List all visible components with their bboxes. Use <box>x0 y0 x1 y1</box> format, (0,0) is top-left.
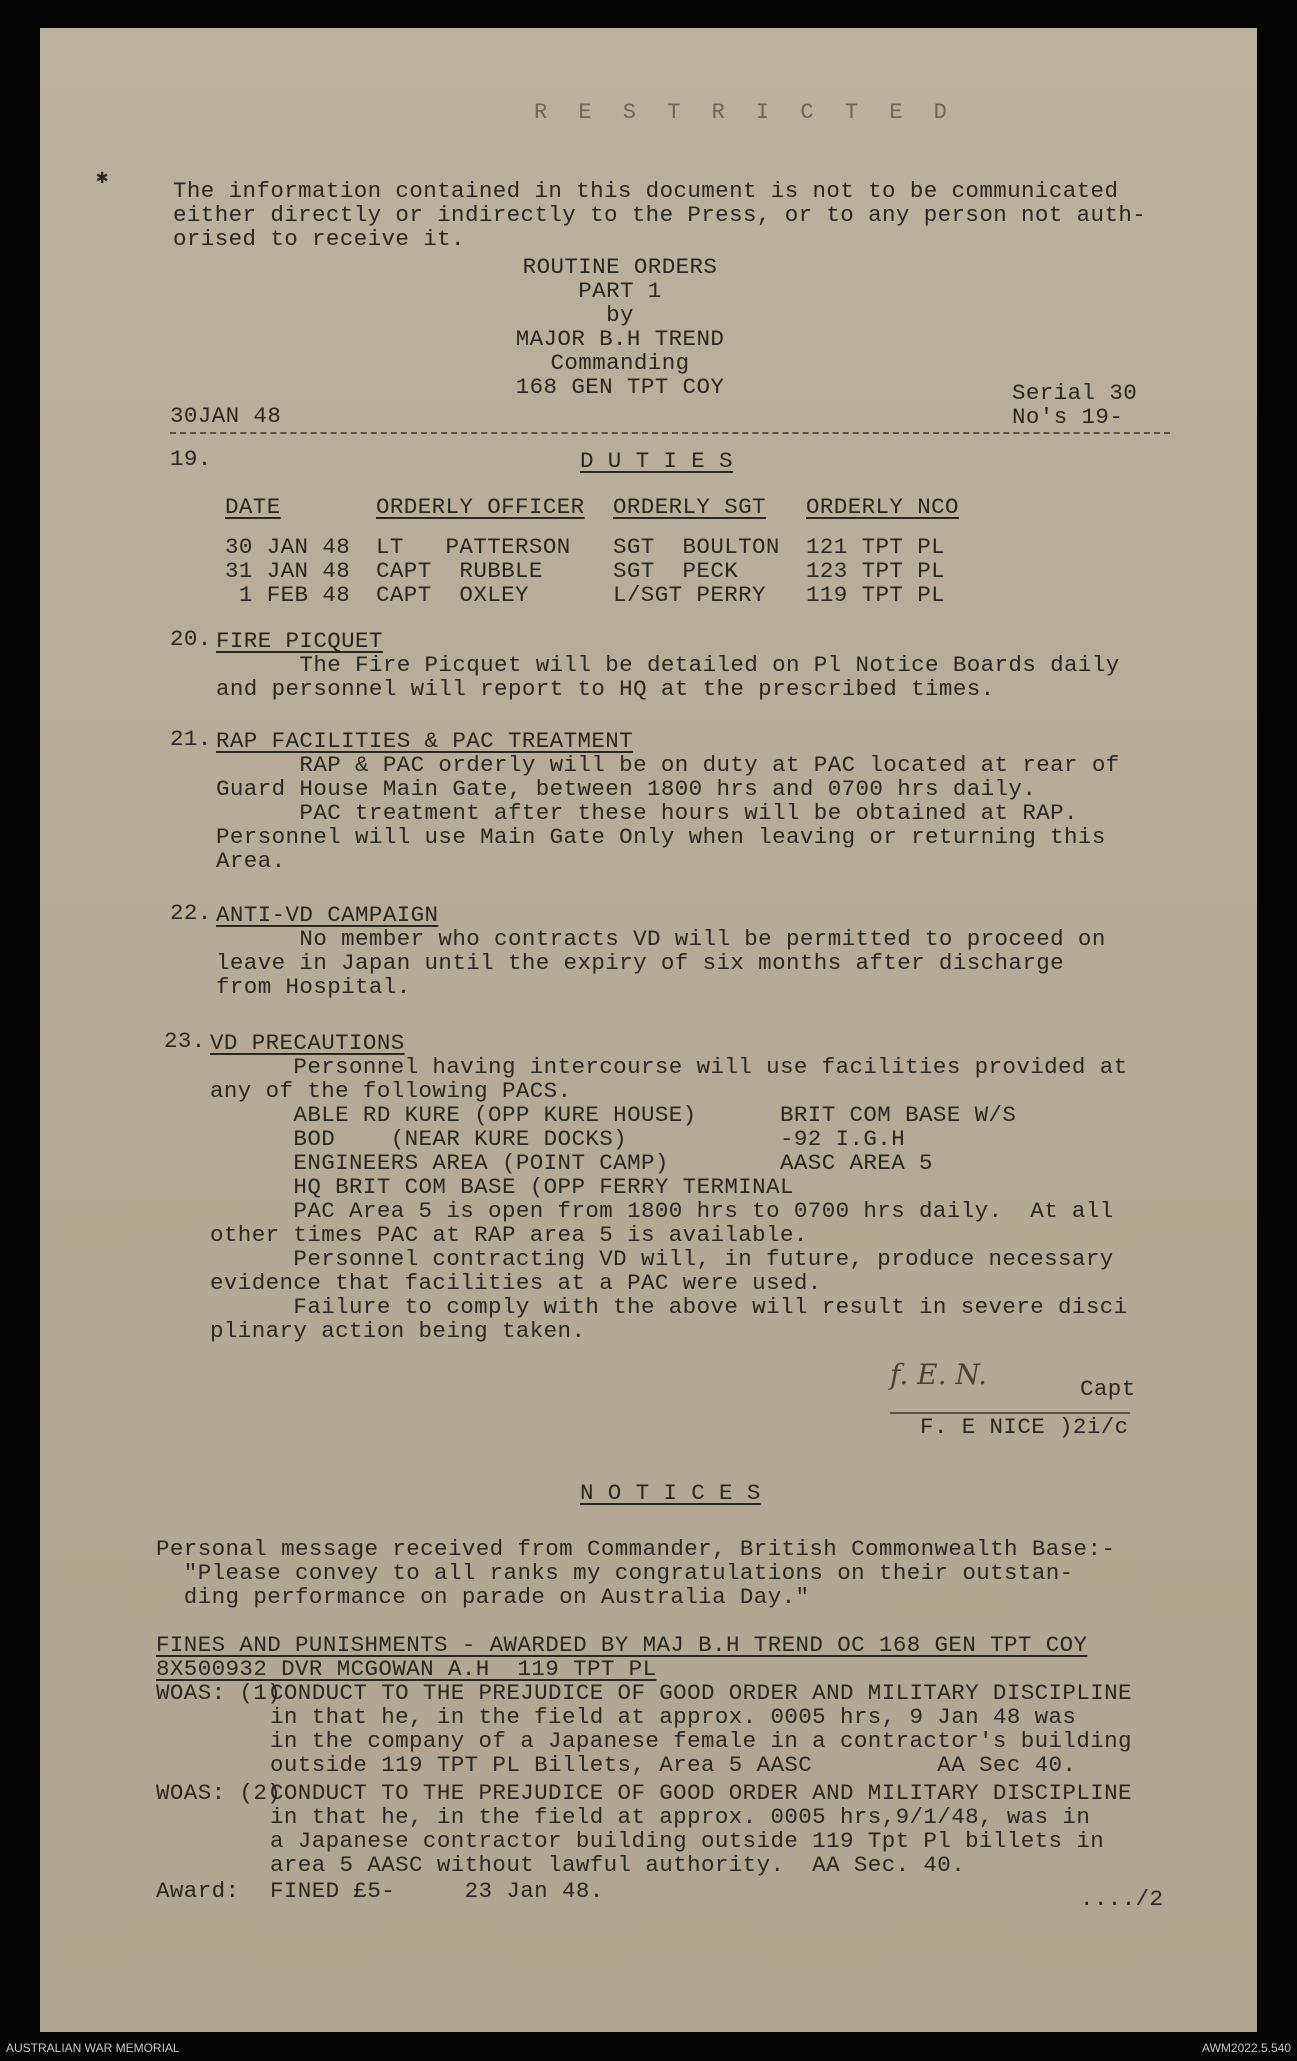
title-line: MAJOR B.H TREND <box>515 326 725 352</box>
title-line: ROUTINE ORDERS <box>522 254 718 280</box>
margin-mark: ✱ <box>96 167 109 190</box>
duties-heading: D U T I E S <box>580 448 733 474</box>
page-continuation: ..../2 <box>1080 1886 1164 1912</box>
item-line: HQ BRIT COM BASE (OPP FERRY TERMINAL <box>210 1174 794 1200</box>
item-line: and personnel will report to HQ at the prescribed times. <box>216 676 995 702</box>
duty-sgt: SGT BOULTON <box>613 534 780 560</box>
caveat-line: orised to receive it. <box>173 226 465 252</box>
item-line: evidence that facilities at a PAC were used. <box>210 1270 822 1296</box>
serial-number: Serial 30 <box>1012 380 1138 406</box>
item-line: plinary action being taken. <box>210 1318 586 1344</box>
signature-name: F. E NICE )2i/c <box>920 1414 1129 1440</box>
item-heading: FIRE PICQUET <box>216 628 383 654</box>
duties-column-header: ORDERLY SGT <box>613 494 766 520</box>
header-divider <box>170 432 1170 434</box>
caveat-line: The information contained in this document is not to be communicated <box>173 178 1119 204</box>
item-line: BOD (NEAR KURE DOCKS) -92 I.G.H <box>210 1126 906 1152</box>
duty-date: 1 FEB 48 <box>225 582 351 608</box>
charge-line: in the company of a Japanese female in a contractor's building <box>270 1728 1132 1754</box>
duty-nco: 123 TPT PL <box>806 558 946 584</box>
item-line: No member who contracts VD will be permitted to proceed on <box>216 926 1106 952</box>
duty-officer: CAPT OXLEY <box>376 582 529 608</box>
notices-heading: N O T I C E S <box>580 1480 761 1506</box>
item-line: Guard House Main Gate, between 1800 hrs and 0700 hrs daily. <box>216 776 1037 802</box>
item-line: any of the following PACS. <box>210 1078 572 1104</box>
title-line: PART 1 <box>578 278 662 304</box>
item-line: leave in Japan until the expiry of six months after discharge <box>216 950 1065 976</box>
duty-sgt: SGT PECK <box>613 558 739 584</box>
fines-soldier: 8X500932 DVR MCGOWAN A.H 119 TPT PL <box>156 1656 657 1682</box>
duty-date: 31 JAN 48 <box>225 558 351 584</box>
duties-column-header: ORDERLY NCO <box>806 494 959 520</box>
signature-rank: Capt <box>1080 1376 1136 1402</box>
item-number: 22. <box>170 900 212 926</box>
item-line: other times PAC at RAP area 5 is available. <box>210 1222 808 1248</box>
item-line: ABLE RD KURE (OPP KURE HOUSE) BRIT COM BASE W/S <box>210 1102 1017 1128</box>
item-number: 23. <box>164 1028 206 1054</box>
item-line: Personnel will use Main Gate Only when leaving or returning this <box>216 824 1106 850</box>
item-line: Area. <box>216 848 286 874</box>
duties-column-header: DATE <box>225 494 281 520</box>
archive-credit: AUSTRALIAN WAR MEMORIAL <box>6 2041 180 2055</box>
notice-line: "Please convey to all ranks my congratulations on their outstan- <box>156 1560 1074 1586</box>
item-heading: VD PRECAUTIONS <box>210 1030 405 1056</box>
charge-line: outside 119 TPT PL Billets, Area 5 AASC AA Sec 40. <box>270 1752 1077 1778</box>
charge-line: CONDUCT TO THE PREJUDICE OF GOOD ORDER AND MILITARY DISCIPLINE <box>270 1780 1132 1806</box>
charge-line: in that he, in the field at approx. 0005 hrs, 9 Jan 48 was <box>270 1704 1077 1730</box>
item-line: PAC Area 5 is open from 1800 hrs to 0700 hrs daily. At all <box>210 1198 1114 1224</box>
item-line: Personnel having intercourse will use facilities provided at <box>210 1054 1128 1080</box>
archive-reference: AWM2022.5.540 <box>1202 2041 1291 2055</box>
item-number: 21. <box>170 726 212 752</box>
item-number: 19. <box>170 446 212 472</box>
notice-line: ding performance on parade on Australia Day." <box>156 1584 810 1610</box>
item-line: ENGINEERS AREA (POINT CAMP) AASC AREA 5 <box>210 1150 933 1176</box>
duty-nco: 121 TPT PL <box>806 534 946 560</box>
classification-stamp: R E S T R I C T E D <box>534 100 956 125</box>
item-line: from Hospital. <box>216 974 411 1000</box>
duty-date: 30 JAN 48 <box>225 534 351 560</box>
item-line: Failure to comply with the above will result in severe disci <box>210 1294 1128 1320</box>
duties-column-header: ORDERLY OFFICER <box>376 494 585 520</box>
order-numbers: No's 19- <box>1012 404 1124 430</box>
title-line: by <box>606 302 634 328</box>
charge-line: in that he, in the field at approx. 0005 hrs,9/1/48, was in <box>270 1804 1091 1830</box>
charge-line: area 5 AASC without lawful authority. AA Sec. 40. <box>270 1852 966 1878</box>
title-line: 168 GEN TPT COY <box>515 374 725 400</box>
charge-line: a Japanese contractor building outside 119 Tpt Pl billets in <box>270 1828 1105 1854</box>
duty-officer: LT PATTERSON <box>376 534 571 560</box>
caveat-line: either directly or indirectly to the Press, or to any person not auth- <box>173 202 1147 228</box>
award-label: Award: <box>156 1878 240 1904</box>
item-number: 20. <box>170 626 212 652</box>
notice-line: Personal message received from Commander, British Commonwealth Base:- <box>156 1536 1116 1562</box>
signature-scrawl: f. E. N. <box>890 1358 988 1391</box>
item-heading: ANTI-VD CAMPAIGN <box>216 902 439 928</box>
item-line: The Fire Picquet will be detailed on Pl Notice Boards daily <box>216 652 1120 678</box>
document-page <box>40 28 1257 2032</box>
duty-nco: 119 TPT PL <box>806 582 946 608</box>
title-line: Commanding <box>550 350 690 376</box>
charge-line: CONDUCT TO THE PREJUDICE OF GOOD ORDER AND MILITARY DISCIPLINE <box>270 1680 1132 1706</box>
duty-sgt: L/SGT PERRY <box>613 582 766 608</box>
duty-officer: CAPT RUBBLE <box>376 558 543 584</box>
item-line: RAP & PAC orderly will be on duty at PAC located at rear of <box>216 752 1120 778</box>
item-heading: RAP FACILITIES & PAC TREATMENT <box>216 728 634 754</box>
item-line: PAC treatment after these hours will be obtained at RAP. <box>216 800 1078 826</box>
item-line: Personnel contracting VD will, in future, produce necessary <box>210 1246 1114 1272</box>
award-value: FINED £5- 23 Jan 48. <box>270 1878 604 1904</box>
fines-heading: FINES AND PUNISHMENTS - AWARDED BY MAJ B.H TREND OC 168 GEN TPT COY <box>156 1632 1088 1658</box>
charge-label: WOAS: (1) <box>156 1680 282 1706</box>
order-date: 30JAN 48 <box>170 403 282 429</box>
charge-label: WOAS: (2) <box>156 1780 282 1806</box>
